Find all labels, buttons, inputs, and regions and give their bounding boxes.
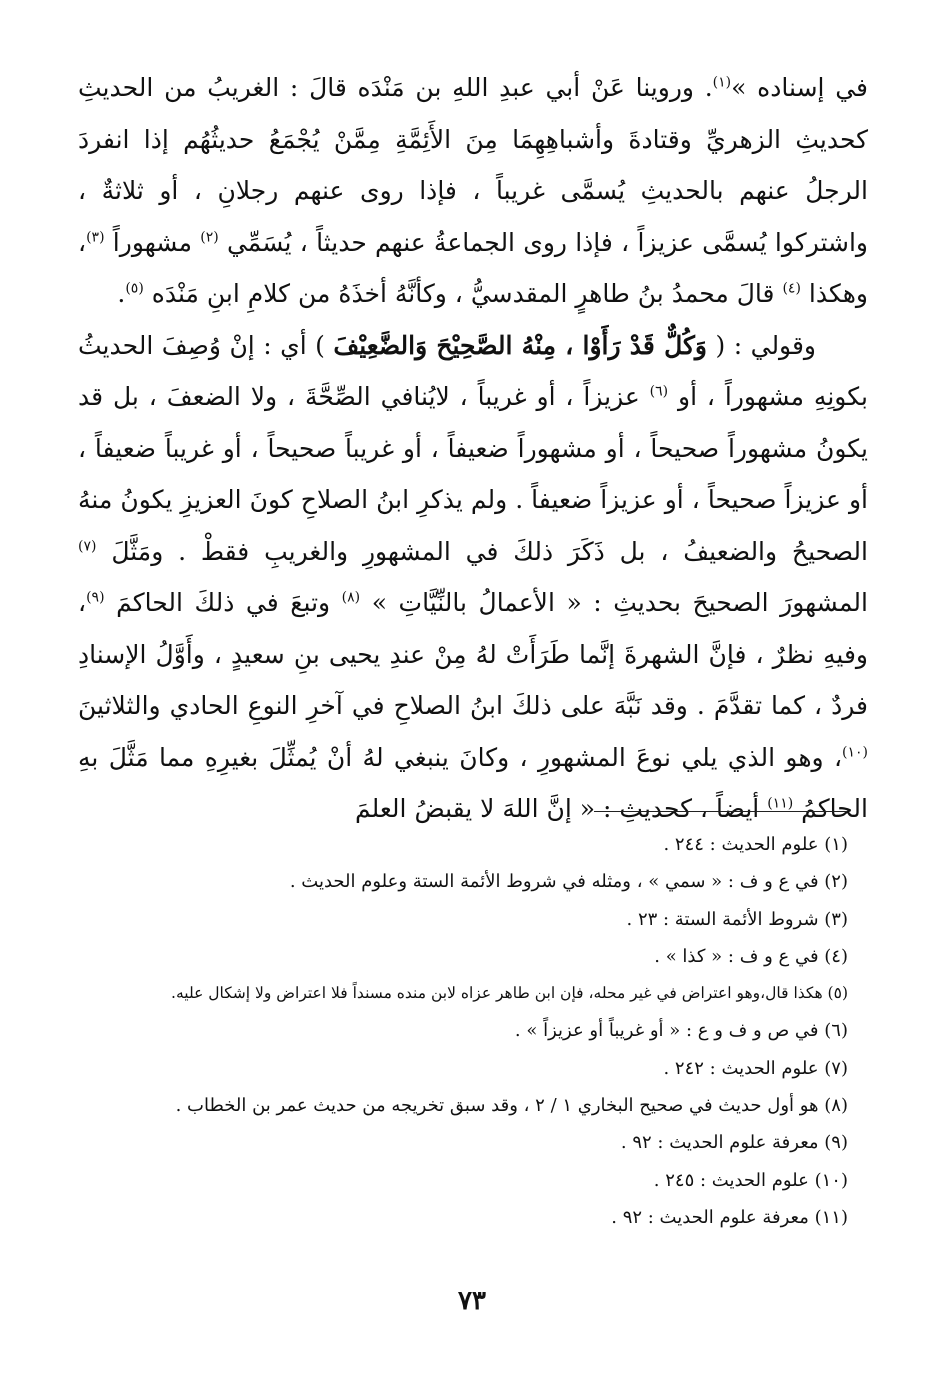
footnote-marker: (٢) bbox=[200, 229, 219, 246]
footnote-item: (٦) في ص و ف و ع : « أو غريباً أو عزيزاً » . bbox=[514, 1020, 848, 1042]
footnote-divider bbox=[594, 811, 846, 812]
footnote-item: (٥) هكذا قال،وهو اعتراض في غير محله، فإن ابن طاهر عزاه لابن منده مسنداً فلا اعتراض ولا إشكال عليه. bbox=[171, 984, 848, 1003]
footnote-item: (٩) معرفة علوم الحديث : ٩٢ . bbox=[620, 1132, 848, 1154]
footnote-item: (٢) في ع و ف : « سمي » ، ومثله في شروط الأئمة الستة وعلوم الحديث . bbox=[289, 871, 848, 893]
footnote-marker: (٣) bbox=[86, 229, 105, 246]
text-run: ، وهو الذي يلي نوعَ المشهورِ ، وكانَ ينبغي لهُ أنْ يُمثِّلَ بغيرِهِ مما مَثَّلَ بهِ الحاكمُ bbox=[78, 742, 868, 823]
footnote-marker: (١) bbox=[712, 74, 732, 91]
paragraph bbox=[78, 320, 868, 835]
quoted-verse: وَكُلٌّ قَدْ رَأَوْا ، مِنْهُ الصَّحِيْحَ وَالضَّعِيْفَ bbox=[333, 330, 708, 360]
footnote-item: (١) علوم الحديث : ٢٤٤ . bbox=[663, 834, 848, 855]
text-run: عزيزاً ، أو غريباً ، لايُنافي الصِّحَّةَ ، ولا الضعفَ ، بل قد يكونُ مشهوراً صحيحاً ، أو مشهوراً ضعيفاً ، أو غريباً صحيحاً ، أو غريباً ضعيفاً ، أو عزيزاً صحيحاً ، أو عزيزاً ضعيفاً . ولم يذكرِ ابنُ الصلاحِ كونَ العزيزِ يكونُ منهُ الصحيحُ والضعيفُ ، بل ذَكَرَ ذلكَ في المشهورِ والغريبِ فقطْ . ومَثَّلَ bbox=[78, 382, 868, 566]
text-run: أيضاً ، كحديثِ : « إنَّ اللهَ لا يقبضُ العلمَ bbox=[354, 794, 768, 823]
text-run: قالَ محمدُ بنُ طاهرٍ المقدسيُّ ، وكأنَّهُ أخذَهُ من كلامِ ابنِ مَنْدَه bbox=[143, 279, 783, 308]
footnote-item: (١٠) علوم الحديث : ٢٤٥ . bbox=[653, 1169, 848, 1191]
footnotes-list bbox=[60, 826, 848, 1236]
footnote-marker: (٥) bbox=[125, 280, 144, 297]
footnote-marker: (٩) bbox=[86, 589, 105, 606]
footnote-item: (٨) هو أول حديث في صحيح البخاري ١ / ٢ ، وقد سبق تخريجه من حديث عمر بن الخطاب . bbox=[175, 1095, 848, 1117]
text-run: ، وهكذا bbox=[78, 227, 868, 308]
footnote-marker: (٨) bbox=[341, 589, 361, 606]
text-run: . وروينا عَنْ أبي عبدِ اللهِ بن مَنْدَه قالَ : الغريبُ من الحديثِ كحديثِ الزهريِّ وقتادةَ وأشباهِهِمَا مِنَ الأَئِمَّةِ مِمَّنْ يُجْمَعُ حديثُهُم إذا انفردَ الرجلُ عنهم بالحديثِ يُسمَّى غريباً ، فإذا روى عنهم رجلانِ ، أو ثلاثةٌ ، واشتركوا يُسمَّى عزيزاً ، فإذا روى الجماعةُ عنهم حديثاً ، يُسَمِّي bbox=[78, 73, 868, 257]
text-run: المشهورَ الصحيحَ بحديثِ : « الأعمالُ بالنِّيَّاتِ » bbox=[360, 588, 868, 617]
footnote-item: (١١) معرفة علوم الحديث : ٩٢ . bbox=[611, 1206, 848, 1228]
text-run: ) أي : إنْ وُصِفَ الحديثُ بكونِهِ مشهوراً ، أو bbox=[78, 330, 868, 411]
footnote-item: (٣) شروط الأئمة الستة : ٢٣ . bbox=[626, 908, 848, 930]
footnote-marker: (٤) bbox=[782, 280, 801, 297]
page-number: ٧٣ bbox=[458, 1286, 486, 1316]
text-run: ، وفيهِ نظرٌ ، فإنَّ الشهرةَ إنَّما طَرَأَتْ لهُ مِنْ عندِ يحيى بنِ سعيدٍ ، وأَوَّلُ الإسنادِ فردٌ ، كما تقدَّمَ . وقد نَبَّهَ على ذلكَ ابنُ الصلاحِ في آخرِ النوعِ الحادي والثلاثينَ bbox=[78, 588, 868, 720]
footnote-item: (٧) علوم الحديث : ٢٤٢ . bbox=[663, 1057, 848, 1079]
text-run: وتبعَ في ذلكَ الحاكمَ bbox=[104, 588, 342, 617]
text-run: في إسناده » bbox=[731, 73, 868, 102]
footnote-marker: (٦) bbox=[649, 383, 669, 400]
main-text bbox=[78, 62, 868, 835]
footnote-marker: (١١) bbox=[767, 795, 794, 812]
footnote-marker: (١٠) bbox=[842, 744, 868, 761]
text-run: مشهوراً bbox=[104, 227, 201, 257]
footnote-item: (٤) في ع و ف : « كذا » . bbox=[654, 945, 848, 967]
paragraph bbox=[78, 62, 868, 320]
footnote-marker: (٧) bbox=[78, 538, 97, 555]
text-run: وقولي : ( bbox=[707, 330, 817, 360]
text-run: . bbox=[117, 279, 126, 308]
